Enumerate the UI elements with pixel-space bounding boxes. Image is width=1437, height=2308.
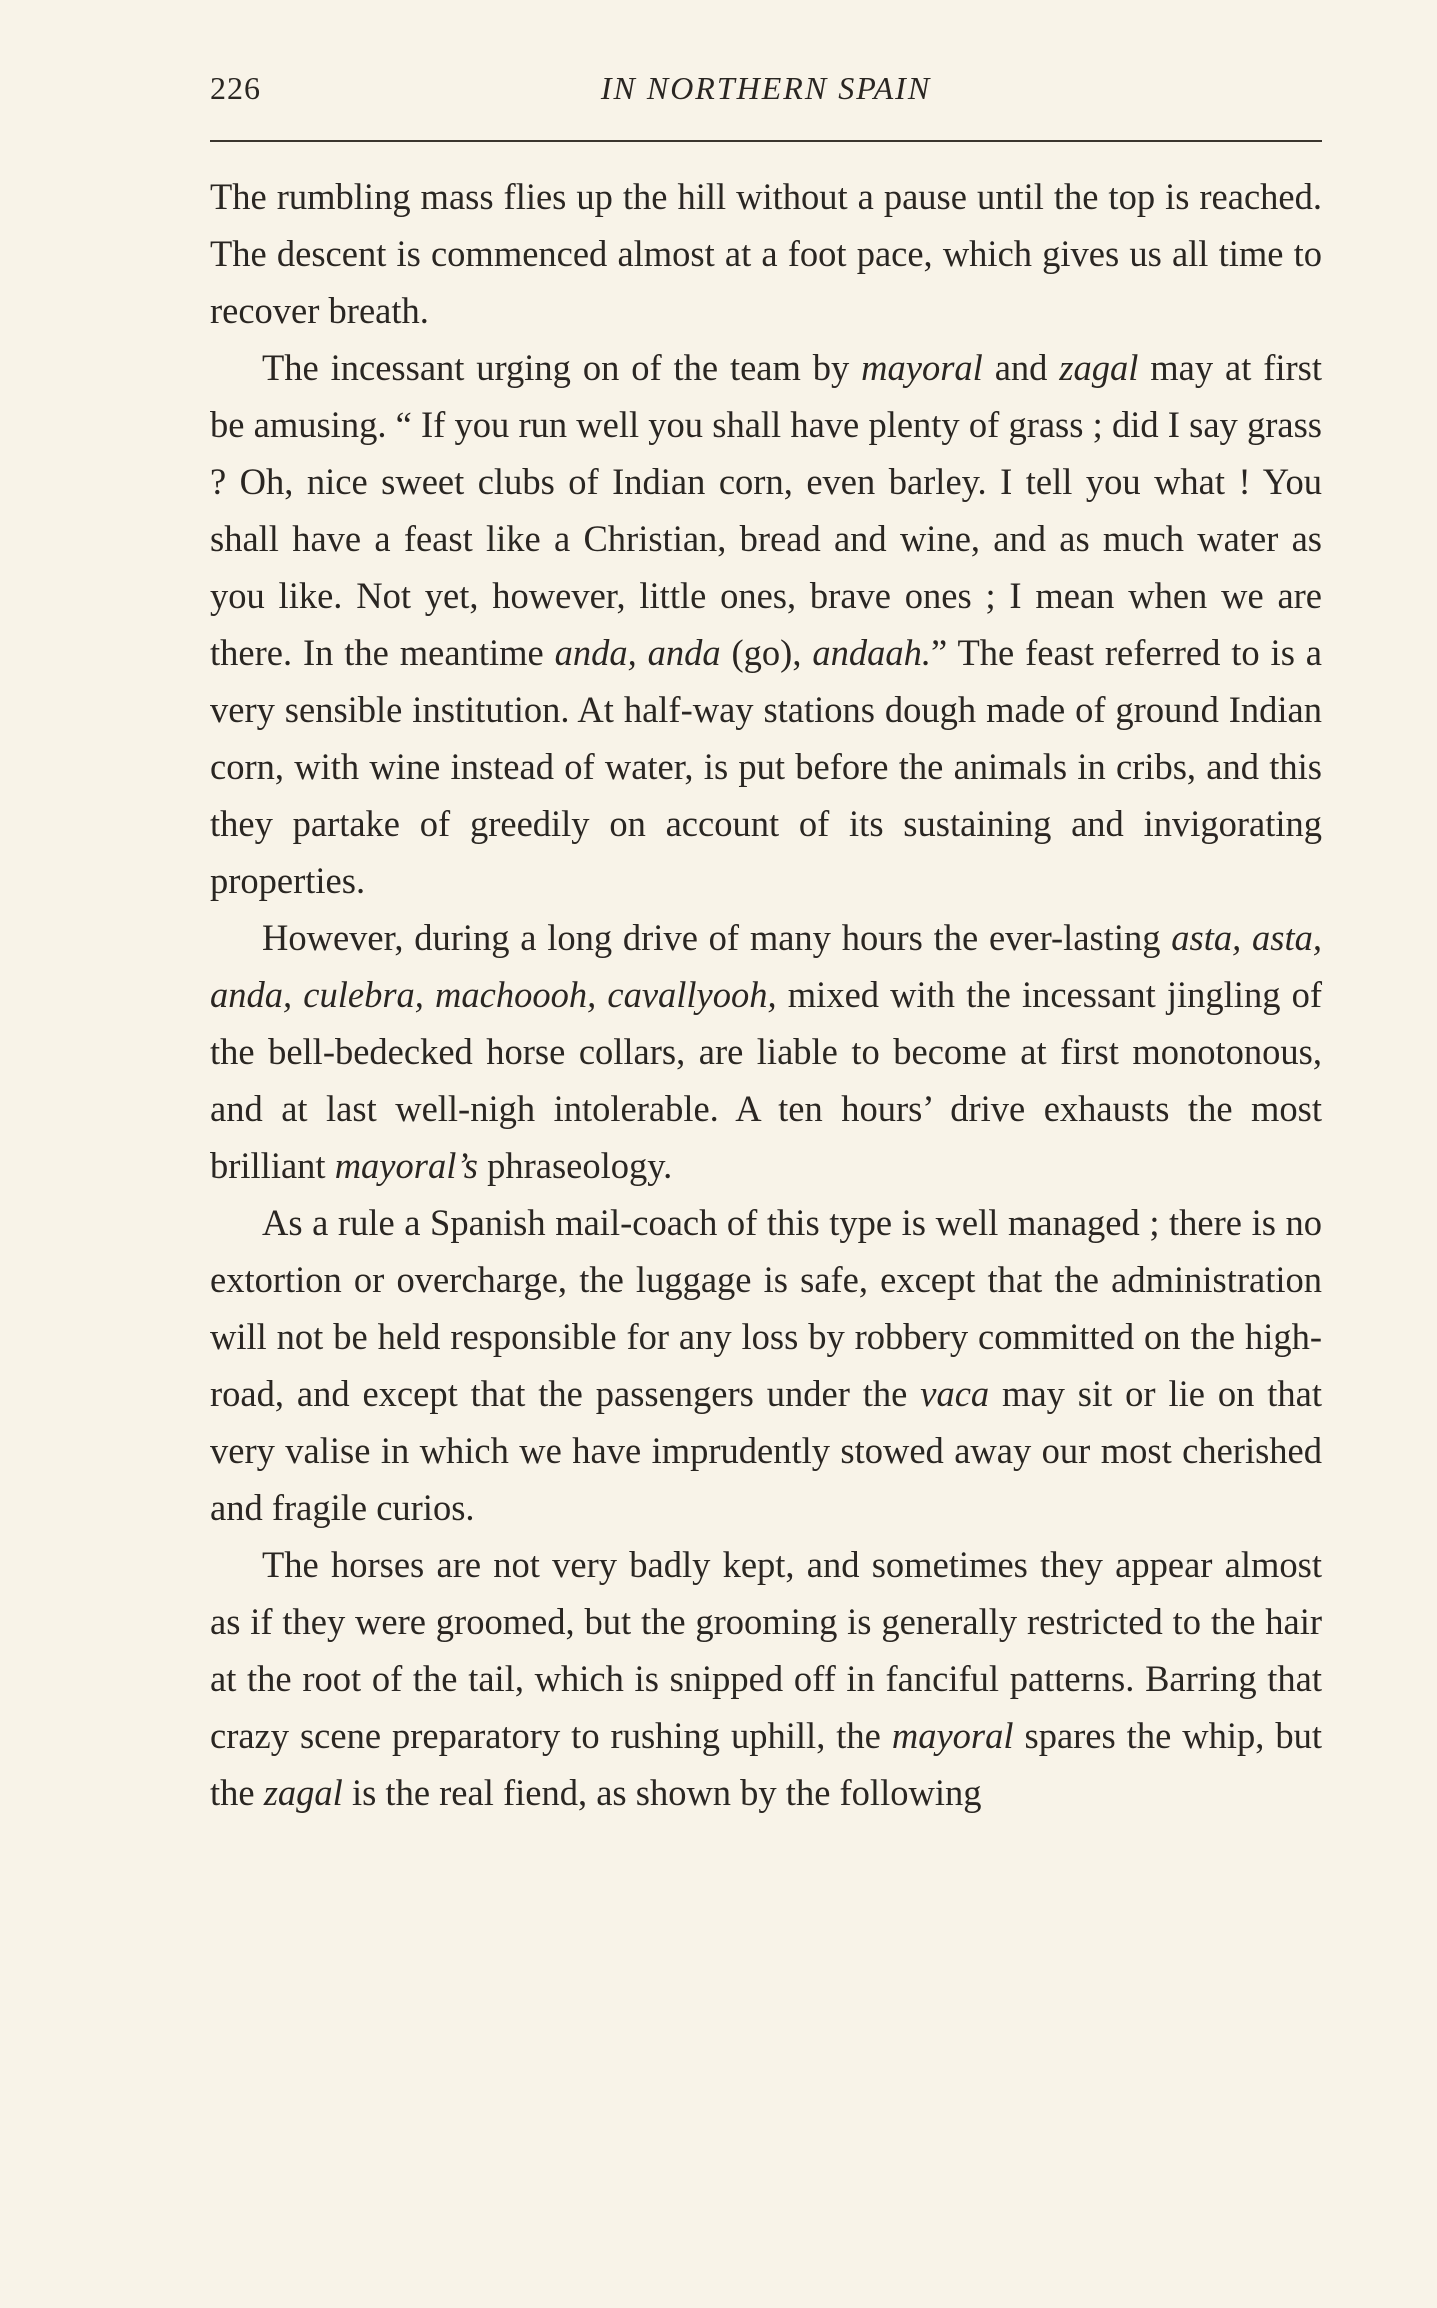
body-text — [210, 168, 1322, 1821]
header-rule — [210, 140, 1322, 142]
text-run: is the real fiend, as shown by the following — [342, 1772, 982, 1813]
paragraph — [210, 168, 1322, 339]
italic-term: asta, asta, anda, culebra, machoooh, cavallyooh, — [210, 917, 1322, 1015]
paragraph — [210, 339, 1322, 909]
text-run: The rumbling mass flies up the hill without a pause until the top is reached. The descent is commenced almost at a foot pace, which gives us all time to recover breath. — [210, 176, 1322, 331]
text-run: The horses are not very badly kept, and sometimes they appear almost as if they were groomed, but the grooming is generally restricted to the hair at the root of the tail, which is snipped off in fanciful patterns. Barring that crazy scene preparatory to rushing uphill, the — [210, 1544, 1322, 1756]
paragraph — [210, 1536, 1322, 1821]
page-number: 226 — [210, 70, 261, 106]
italic-term: zagal — [1059, 347, 1139, 388]
italic-term: vaca — [920, 1373, 990, 1414]
running-title: IN NORTHERN SPAIN — [600, 70, 932, 106]
text-run: (go), — [720, 632, 813, 673]
italic-term: mayoral — [861, 347, 983, 388]
text-run: The incessant urging on of the team by — [262, 347, 862, 388]
running-head — [210, 70, 1322, 118]
text-run: As a rule a Spanish mail-coach of this type is well managed ; there is no extortion or overcharge, the luggage is safe, except that the administration will not be held responsible for any loss by robbery committed on the high-road, and except that the passengers under the — [210, 1202, 1322, 1414]
italic-term: andaah. — [812, 632, 931, 673]
text-run: and — [982, 347, 1060, 388]
paragraph — [210, 909, 1322, 1194]
italic-term: zagal — [263, 1772, 343, 1813]
text-run: may at first be amusing. “ If you run well you shall have plenty of grass ; did I say grass ? Oh, nice sweet clubs of Indian corn, even barley. I tell you what ! You shall have a feast like a Christian, bread and wine, and as much water as you like. Not yet, however, little ones, brave ones ; I mean when we are there. In the meantime — [210, 347, 1323, 673]
text-run: ” The feast referred to is a very sensible institution. At half-way stations dough made of ground Indian corn, with wine instead of water, is put before the animals in cribs, and this they partake of greedily on account of its sustaining and invigorating properties. — [210, 632, 1323, 901]
text-run: phraseology. — [478, 1145, 673, 1186]
italic-term: mayoral’s — [334, 1145, 478, 1186]
text-run: However, during a long drive of many hours the ever-lasting — [262, 917, 1172, 958]
text-run: may sit or lie on that very valise in which we have imprudently stowed away our most cherished and fragile curios. — [210, 1373, 1322, 1528]
italic-term: anda, anda — [554, 632, 721, 673]
italic-term: mayoral — [891, 1715, 1014, 1756]
text-run: spares the whip, but the — [210, 1715, 1322, 1813]
paragraph — [210, 1194, 1322, 1536]
text-run: mixed with the incessant jingling of the bell-bedecked horse collars, are liable to become at first monotonous, and at last well-nigh intolerable. A ten hours’ drive exhausts the most brilliant — [210, 974, 1322, 1186]
